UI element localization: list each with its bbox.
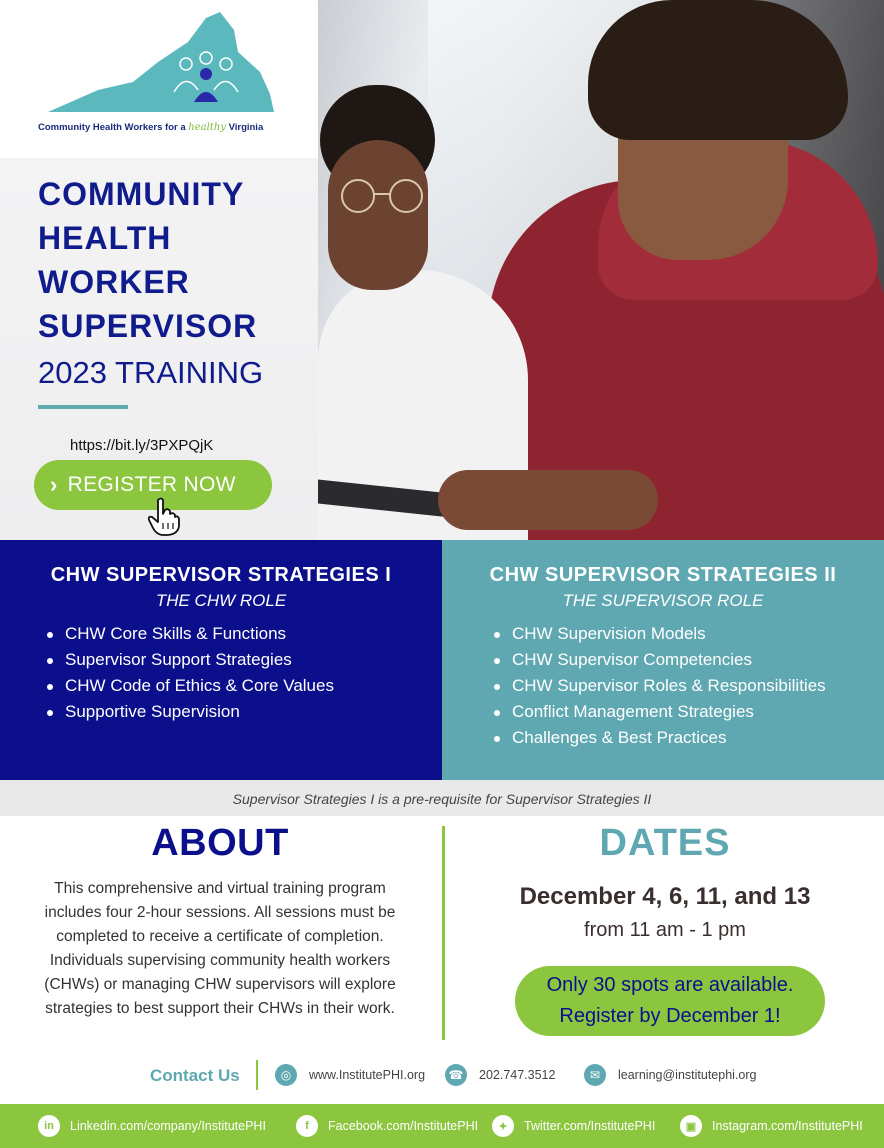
facebook-text: Facebook.com/InstitutePHI — [328, 1119, 479, 1133]
strategies-1-heading: CHW SUPERVISOR STRATEGIES I — [50, 564, 392, 586]
twitter-link[interactable] — [492, 1115, 655, 1137]
facebook-link[interactable] — [296, 1115, 478, 1137]
hero-photo — [318, 0, 884, 540]
list-item: Supportive Supervision — [45, 699, 442, 725]
about-heading: ABOUT — [151, 822, 289, 864]
virginia-logo-icon — [38, 12, 288, 122]
session-dates: December 4, 6, 11, and 13 — [519, 883, 811, 910]
register-button-label: REGISTER NOW — [67, 473, 236, 496]
logo-text: Community Health Workers for a healthy Virginia — [38, 122, 264, 133]
social-footer — [0, 1104, 884, 1148]
list-item: Challenges & Best Practices — [492, 725, 884, 751]
linkedin-text: Linkedin.com/company/InstitutePHI — [70, 1119, 266, 1133]
hand-cursor-icon — [146, 496, 182, 536]
contact-label: Contact Us — [150, 1066, 240, 1085]
contact-divider — [256, 1060, 258, 1090]
list-item: CHW Core Skills & Functions — [45, 621, 442, 647]
list-item: Supervisor Support Strategies — [45, 647, 442, 673]
dates-section — [460, 822, 870, 942]
logo — [0, 0, 318, 158]
page-title — [38, 172, 308, 398]
list-item: Conflict Management Strategies — [492, 699, 884, 725]
dates-heading: DATES — [599, 822, 731, 864]
strategies-2-panel — [442, 540, 884, 780]
register-by-line: Register by December 1! — [559, 1005, 781, 1027]
list-item: CHW Supervisor Competencies — [492, 647, 884, 673]
title-line-3: WORKER — [38, 264, 190, 300]
phone-link[interactable] — [445, 1064, 555, 1086]
mail-icon: ✉ — [584, 1064, 606, 1086]
session-time: from 11 am - 1 pm — [584, 919, 746, 941]
section-divider — [442, 826, 445, 1040]
title-panel — [0, 0, 318, 540]
instagram-icon: ▣ — [680, 1115, 702, 1137]
website-link[interactable] — [275, 1064, 425, 1086]
about-body: This comprehensive and virtual training program includes four 2-hour sessions. All sessions must be completed to receive a certificate of completion. Individuals supervising community health workers (CHWs) or managing CHW supervisors will explore strategies to best support their CHWs in their work. — [44, 880, 396, 1017]
spots-line: Only 30 spots are available. — [546, 974, 794, 996]
linkedin-icon: in — [38, 1115, 60, 1137]
list-item: CHW Supervisor Roles & Responsibilities — [492, 673, 884, 699]
strategies-1-subheading: THE CHW ROLE — [155, 591, 287, 610]
website-text: www.InstitutePHI.org — [309, 1068, 426, 1082]
prerequisite-note: Supervisor Strategies I is a pre-requisite for Supervisor Strategies II — [0, 780, 884, 816]
hero-section — [0, 0, 884, 540]
title-line-2: HEALTH — [38, 220, 172, 256]
availability-badge — [515, 966, 825, 1036]
strategies-2-list — [442, 621, 884, 751]
twitter-text: Twitter.com/InstitutePHI — [524, 1119, 656, 1133]
title-line-4: SUPERVISOR — [38, 308, 258, 344]
twitter-icon: ✦ — [492, 1115, 514, 1137]
title-divider — [38, 405, 128, 409]
phone-icon: ☎ — [445, 1064, 467, 1086]
title-line-1: COMMUNITY — [38, 176, 245, 212]
instagram-text: Instagram.com/InstitutePHI — [712, 1119, 863, 1133]
list-item: CHW Code of Ethics & Core Values — [45, 673, 442, 699]
strategies-1-panel — [0, 540, 442, 780]
register-url[interactable]: https://bit.ly/3PXPQjK — [70, 437, 214, 454]
list-item: CHW Supervision Models — [492, 621, 884, 647]
chevron-right-icon: › — [50, 472, 58, 497]
instagram-link[interactable] — [680, 1115, 863, 1137]
contact-bar — [0, 1058, 884, 1094]
facebook-icon: f — [296, 1115, 318, 1137]
title-subtitle: 2023 TRAINING — [38, 355, 264, 390]
email-text: learning@institutephi.org — [618, 1068, 757, 1082]
strategies-1-list — [0, 621, 442, 725]
strategies-2-heading: CHW SUPERVISOR STRATEGIES II — [489, 564, 837, 586]
phone-text: 202.747.3512 — [479, 1068, 556, 1082]
email-link[interactable] — [584, 1064, 756, 1086]
globe-icon: ◎ — [275, 1064, 297, 1086]
strategies-2-subheading: THE SUPERVISOR ROLE — [562, 591, 764, 610]
about-section — [30, 822, 410, 1021]
linkedin-link[interactable] — [38, 1115, 266, 1137]
